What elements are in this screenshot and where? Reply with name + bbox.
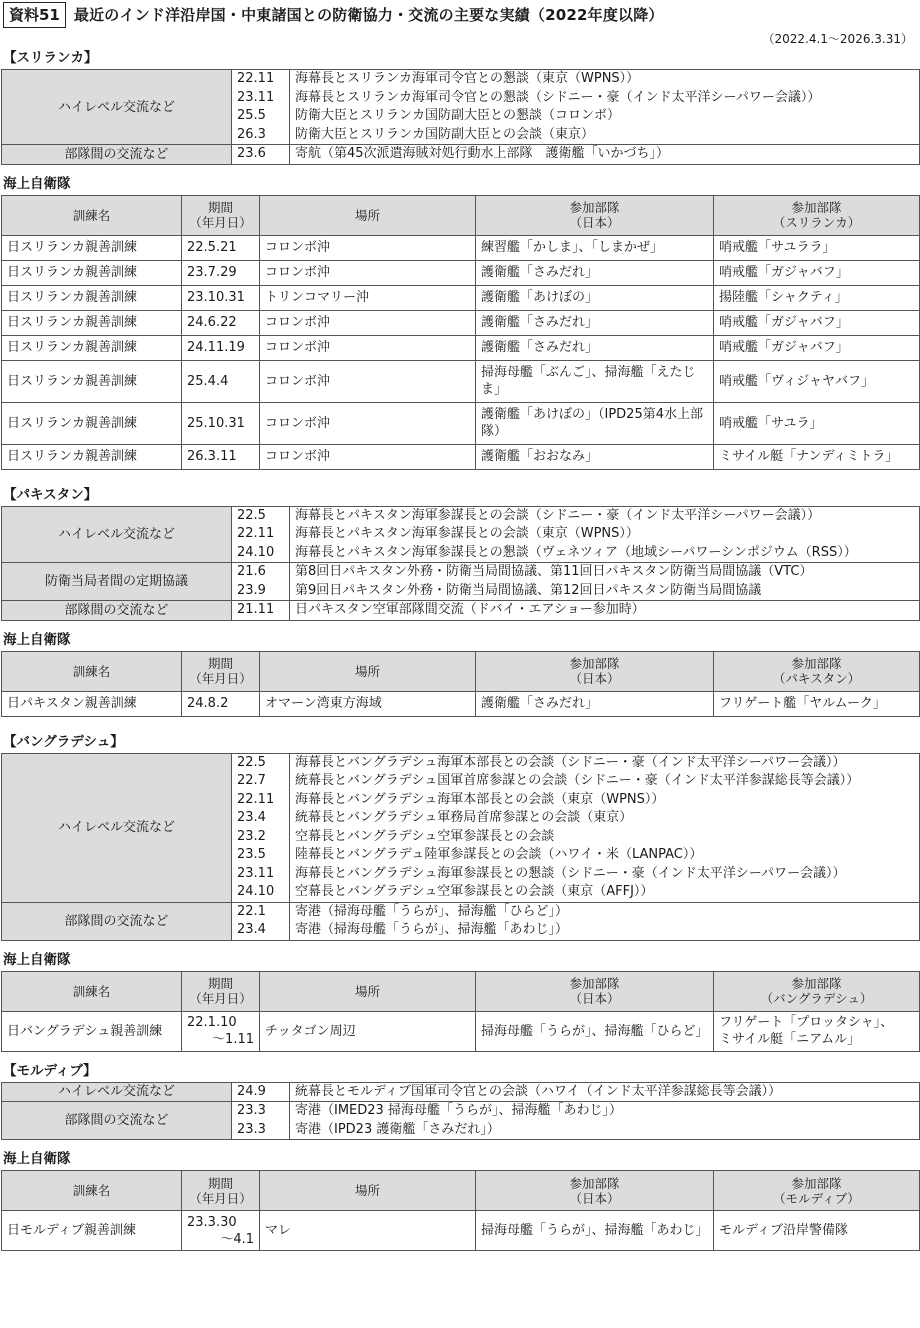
header-period xyxy=(182,651,260,691)
header-jp-units xyxy=(476,971,714,1011)
exchange-row xyxy=(2,145,920,165)
training-name: 日バングラデシュ親善訓練 xyxy=(2,1011,182,1051)
exchange-description: 海幕長とバングラデシュ海軍参謀長との懇談（シドニー・豪（インド太平洋シーパワー会議）） xyxy=(295,865,846,881)
exchange-description: 第8回日パキスタン外務・防衛当局間協議、第11回日パキスタン防衛当局間協議（VTC） xyxy=(295,564,813,579)
msdf-heading: 海上自衛隊 xyxy=(3,951,71,968)
header-jp-line: 参加部隊 xyxy=(569,656,620,671)
exchange-dates xyxy=(232,601,290,621)
exchange-description: 海幕長とスリランカ海軍司令官との懇談（シドニー・豪（インド太平洋シーパワー会議）） xyxy=(295,89,821,105)
msdf-heading: 海上自衛隊 xyxy=(3,175,71,192)
exchange-descriptions xyxy=(290,601,920,621)
exchange-date: 23.9 xyxy=(237,582,266,598)
training-name: 日スリランカ親善訓練 xyxy=(2,444,182,469)
training-jp-units: 掃海母艦「うらが」、掃海艦「あわじ」 xyxy=(476,1211,714,1251)
training-period xyxy=(182,1011,260,1051)
exchange-date: 22.5 xyxy=(237,754,266,770)
exchange-category: ハイレベル交流など xyxy=(2,1082,232,1102)
exchange-row xyxy=(2,1102,920,1140)
exchange-dates xyxy=(232,563,290,601)
training-jp-units: 護衛艦「あけぼの」（IPD25第4水上部隊） xyxy=(476,402,714,444)
training-place: トリンコマリー沖 xyxy=(260,285,476,310)
exchange-row xyxy=(2,753,920,902)
header-training-name: 訓練名 xyxy=(2,971,182,1011)
training-row xyxy=(2,310,920,335)
exchange-row xyxy=(2,506,920,563)
exchange-description: 寄港（IMED23 掃海母艦「うらが」、掃海艦「あわじ」） xyxy=(295,1103,622,1118)
title-bar xyxy=(1,0,919,30)
training-table-bangladesh xyxy=(1,971,920,1052)
training-partner-units: 哨戒艦「ガジャバフ」 xyxy=(714,310,920,335)
training-jp-units: 護衛艦「あけぼの」 xyxy=(476,285,714,310)
training-period: 26.3.11 xyxy=(182,444,260,469)
exchange-date: 23.11 xyxy=(237,865,275,881)
exchange-dates xyxy=(232,1082,290,1102)
training-place: コロンボ沖 xyxy=(260,235,476,260)
training-partner-units: 哨戒艦「サユララ」 xyxy=(714,235,920,260)
exchange-description: 統幕長とモルディブ国軍司令官との会談（ハワイ（インド太平洋参謀総長等会議）） xyxy=(295,1083,782,1099)
header-training-name: 訓練名 xyxy=(2,195,182,235)
exchange-date: 24.10 xyxy=(237,544,275,560)
exchange-date: 23.5 xyxy=(237,847,266,862)
exchange-description: 寄港（掃海母艦「うらが」、掃海艦「あわじ」） xyxy=(295,922,569,937)
exchange-date: 22.11 xyxy=(237,526,275,541)
header-partner-units xyxy=(714,1171,920,1211)
training-name: 日スリランカ親善訓練 xyxy=(2,335,182,360)
training-jp-units: 練習艦「かしま」、「しまかぜ」 xyxy=(476,235,714,260)
training-name: 日スリランカ親善訓練 xyxy=(2,260,182,285)
training-name: 日スリランカ親善訓練 xyxy=(2,402,182,444)
training-partner-units: 哨戒艦「ガジャバフ」 xyxy=(714,335,920,360)
training-row xyxy=(2,260,920,285)
header-training-name: 訓練名 xyxy=(2,651,182,691)
exchange-description: 統幕長とバングラデシュ軍務局首席参謀との会談（東京） xyxy=(295,810,633,825)
exchange-description: 海幕長とバングラデシュ海軍本部長との会談（東京（WPNS）） xyxy=(295,791,665,807)
training-period: 24.8.2 xyxy=(182,691,260,716)
training-place: コロンボ沖 xyxy=(260,260,476,285)
header-jp-line: 参加部隊 xyxy=(569,200,620,215)
training-name: 日パキスタン親善訓練 xyxy=(2,691,182,716)
exchange-dates xyxy=(232,1102,290,1140)
date-range: （2022.4.1〜2026.3.31） xyxy=(762,32,913,46)
header-jp-units xyxy=(476,195,714,235)
msdf-heading: 海上自衛隊 xyxy=(3,1151,71,1167)
training-row xyxy=(2,360,920,402)
exchange-date: 22.1 xyxy=(237,903,266,919)
header-period-line: 期間 xyxy=(207,976,233,991)
training-partner-units: 哨戒艦「ガジャバフ」 xyxy=(714,260,920,285)
country-heading-maldives: 【モルディブ】 xyxy=(3,1062,97,1079)
exchange-date: 23.4 xyxy=(237,922,266,937)
training-partner-units: 哨戒艦「ヴィジャヤバフ」 xyxy=(714,360,920,402)
training-place: コロンボ沖 xyxy=(260,310,476,335)
header-jp-line: 参加部隊 xyxy=(569,1175,620,1191)
header-jp-units xyxy=(476,1171,714,1211)
header-jp-line: （日本） xyxy=(569,991,620,1006)
exchange-category: 部隊間の交流など xyxy=(2,145,232,165)
training-table-maldives xyxy=(1,1170,920,1251)
training-jp-units: 護衛艦「さみだれ」 xyxy=(476,335,714,360)
header-partner-units xyxy=(714,971,920,1011)
training-jp-units: 護衛艦「さみだれ」 xyxy=(476,691,714,716)
exchange-table-maldives xyxy=(1,1082,920,1141)
exchange-category: 防衛当局者間の定期協議 xyxy=(2,563,232,601)
exchange-row xyxy=(2,902,920,940)
exchange-dates xyxy=(232,753,290,902)
exchange-description: 統幕長とバングラデシュ国軍首席参謀との会談（シドニー・豪（インド太平洋参謀総長等会議）） xyxy=(295,773,860,788)
training-header-row xyxy=(2,651,920,691)
exchange-table-sri-lanka xyxy=(1,69,920,165)
training-row xyxy=(2,235,920,260)
header-jp-line: （日本） xyxy=(569,215,620,230)
exchange-description: 海幕長とパキスタン海軍参謀長との会談（東京（WPNS）） xyxy=(295,526,639,541)
exchange-description: 空幕長とバングラデシュ空軍参謀長との会談 xyxy=(295,828,555,844)
training-period: 23.7.29 xyxy=(182,260,260,285)
msdf-heading: 海上自衛隊 xyxy=(3,631,71,648)
training-row xyxy=(2,402,920,444)
training-place: コロンボ沖 xyxy=(260,444,476,469)
exchange-description: 寄港（掃海母艦「うらが」、掃海艦「ひらど」） xyxy=(295,903,569,919)
exchange-descriptions xyxy=(290,902,920,940)
header-period-line: （年月日） xyxy=(189,671,252,686)
training-jp-units: 掃海母艦「ぶんご」、掃海艦「えたじま」 xyxy=(476,360,714,402)
exchange-date: 22.11 xyxy=(237,71,275,86)
training-period-line: 〜1.11 xyxy=(212,1032,254,1047)
exchange-description: 寄航（第45次派遣海賊対処行動水上部隊 護衛艦「いかづち」） xyxy=(295,146,670,161)
training-partner-units: モルディブ沿岸警備隊 xyxy=(714,1211,920,1251)
training-row xyxy=(2,1011,920,1051)
training-jp-units: 護衛艦「さみだれ」 xyxy=(476,260,714,285)
training-partner-units: 揚陸艦「シャクティ」 xyxy=(714,285,920,310)
training-period xyxy=(182,1211,260,1251)
exchange-descriptions xyxy=(290,70,920,145)
training-period: 23.10.31 xyxy=(182,285,260,310)
training-partner-line: フリゲート「プロッタシャ」、 xyxy=(719,1015,894,1030)
training-header-row xyxy=(2,1171,920,1211)
exchange-date: 26.3 xyxy=(237,126,266,142)
training-name: 日スリランカ親善訓練 xyxy=(2,310,182,335)
exchange-category: ハイレベル交流など xyxy=(2,70,232,145)
exchange-description: 海幕長とバングラデシュ海軍本部長との会談（シドニー・豪（インド太平洋シーパワー会議）） xyxy=(295,754,846,770)
header-training-name: 訓練名 xyxy=(2,1171,182,1211)
document-number-badge: 資料51 xyxy=(3,2,66,28)
exchange-row xyxy=(2,601,920,621)
exchange-row xyxy=(2,70,920,145)
training-name: 日スリランカ親善訓練 xyxy=(2,360,182,402)
country-heading-pakistan: 【パキスタン】 xyxy=(3,486,98,503)
training-period: 22.5.21 xyxy=(182,235,260,260)
header-period xyxy=(182,195,260,235)
header-partner-line: （モルディブ） xyxy=(773,1190,860,1206)
exchange-date: 23.11 xyxy=(237,89,275,105)
header-partner-line: 参加部隊 xyxy=(791,976,842,991)
exchange-descriptions xyxy=(290,753,920,902)
exchange-descriptions xyxy=(290,563,920,601)
exchange-date: 21.11 xyxy=(237,602,275,617)
training-header-row xyxy=(2,195,920,235)
training-table-pakistan xyxy=(1,651,920,717)
training-period-line: 23.3.30 xyxy=(187,1214,237,1230)
exchange-date: 25.5 xyxy=(237,108,266,123)
exchange-description: 海幕長とスリランカ海軍司令官との懇談（東京（WPNS）） xyxy=(295,71,640,86)
exchange-description: 陸幕長とバングラデュ陸軍参謀長との会談（ハワイ・米（LANPAC）） xyxy=(295,847,703,862)
training-name: 日スリランカ親善訓練 xyxy=(2,285,182,310)
header-place: 場所 xyxy=(260,971,476,1011)
exchange-description: 防衛大臣とスリランカ国防副大臣との懇談（コロンボ） xyxy=(295,108,621,123)
training-jp-units: 護衛艦「さみだれ」 xyxy=(476,310,714,335)
header-period-line: 期間 xyxy=(207,200,233,215)
exchange-dates xyxy=(232,506,290,563)
exchange-table-pakistan xyxy=(1,506,920,621)
training-place: コロンボ沖 xyxy=(260,360,476,402)
exchange-description: 海幕長とパキスタン海軍参謀長との会談（シドニー・豪（インド太平洋シーパワー会議）） xyxy=(295,507,821,523)
training-row xyxy=(2,335,920,360)
header-partner-units xyxy=(714,651,920,691)
training-table-sri-lanka xyxy=(1,195,920,470)
training-period: 24.6.22 xyxy=(182,310,260,335)
training-period-line: 〜4.1 xyxy=(220,1231,254,1247)
header-period-line: 期間 xyxy=(207,656,233,671)
training-period-line: 22.1.10 xyxy=(187,1015,237,1030)
exchange-descriptions xyxy=(290,1102,920,1140)
header-jp-line: （日本） xyxy=(569,671,620,686)
exchange-descriptions xyxy=(290,506,920,563)
exchange-date: 22.11 xyxy=(237,791,275,807)
exchange-descriptions xyxy=(290,145,920,165)
training-place: コロンボ沖 xyxy=(260,402,476,444)
header-partner-line: （スリランカ） xyxy=(772,215,861,230)
training-jp-units: 掃海母艦「うらが」、掃海艦「ひらど」 xyxy=(476,1011,714,1051)
header-partner-line: 参加部隊 xyxy=(791,656,842,671)
exchange-category: ハイレベル交流など xyxy=(2,506,232,563)
exchange-dates xyxy=(232,145,290,165)
header-partner-line: （パキスタン） xyxy=(772,671,861,686)
exchange-row xyxy=(2,1082,920,1102)
training-place: コロンボ沖 xyxy=(260,335,476,360)
training-place: チッタゴン周辺 xyxy=(260,1011,476,1051)
country-heading-bangladesh: 【バングラデシュ】 xyxy=(3,733,124,750)
header-period-line: （年月日） xyxy=(189,215,252,230)
training-row xyxy=(2,285,920,310)
exchange-category: 部隊間の交流など xyxy=(2,902,232,940)
header-place: 場所 xyxy=(260,195,476,235)
exchange-date: 24.9 xyxy=(237,1083,266,1099)
training-row xyxy=(2,444,920,469)
exchange-date: 23.3 xyxy=(237,1121,266,1137)
exchange-description: 海幕長とパキスタン海軍参謀長との懇談（ヴェネツィア（地域シーパワーシンポジウム（RSS）） xyxy=(295,544,857,560)
exchange-description: 防衛大臣とスリランカ国防副大臣との会談（東京） xyxy=(295,126,595,142)
exchange-date: 22.7 xyxy=(237,773,266,788)
header-period xyxy=(182,1171,260,1211)
exchange-dates xyxy=(232,70,290,145)
header-partner-line: 参加部隊 xyxy=(791,200,842,215)
exchange-category: ハイレベル交流など xyxy=(2,753,232,902)
header-place: 場所 xyxy=(260,651,476,691)
training-jp-units: 護衛艦「おおなみ」 xyxy=(476,444,714,469)
exchange-dates xyxy=(232,902,290,940)
header-place: 場所 xyxy=(260,1171,476,1211)
training-partner-units: ミサイル艇「ナンディミトラ」 xyxy=(714,444,920,469)
exchange-date: 22.5 xyxy=(237,507,266,523)
header-partner-line: 参加部隊 xyxy=(791,1175,842,1191)
training-period: 24.11.19 xyxy=(182,335,260,360)
exchange-date: 23.4 xyxy=(237,810,266,825)
header-jp-line: （日本） xyxy=(569,1190,620,1206)
header-period xyxy=(182,971,260,1011)
training-header-row xyxy=(2,971,920,1011)
exchange-descriptions xyxy=(290,1082,920,1102)
training-partner-units: 哨戒艦「サユラ」 xyxy=(714,402,920,444)
header-period-line: （年月日） xyxy=(189,991,252,1006)
training-name: 日スリランカ親善訓練 xyxy=(2,235,182,260)
exchange-date: 23.6 xyxy=(237,146,266,161)
header-partner-line: （バングラデシュ） xyxy=(760,991,873,1006)
training-partner-line: ミサイル艇「ニアムル」 xyxy=(719,1032,861,1047)
exchange-row xyxy=(2,563,920,601)
header-jp-units xyxy=(476,651,714,691)
training-period: 25.10.31 xyxy=(182,402,260,444)
exchange-description: 第9回日パキスタン外務・防衛当局間協議、第12回日パキスタン防衛当局間協議 xyxy=(295,582,762,598)
document-title: 最近のインド洋沿岸国・中東諸国との防衛協力・交流の主要な実績（2022年度以降） xyxy=(73,5,664,24)
training-row xyxy=(2,691,920,716)
exchange-description: 日パキスタン空軍部隊間交流（ドバイ・エアショー参加時） xyxy=(295,602,645,617)
exchange-date: 24.10 xyxy=(237,884,275,899)
training-period: 25.4.4 xyxy=(182,360,260,402)
exchange-category: 部隊間の交流など xyxy=(2,601,232,621)
training-row xyxy=(2,1211,920,1251)
exchange-table-bangladesh xyxy=(1,753,920,941)
header-partner-units xyxy=(714,195,920,235)
training-place: マレ xyxy=(260,1211,476,1251)
training-name: 日モルディブ親善訓練 xyxy=(2,1211,182,1251)
exchange-date: 23.3 xyxy=(237,1103,266,1118)
exchange-description: 寄港（IPD23 護衛艦「さみだれ」） xyxy=(295,1121,500,1137)
country-heading-sri-lanka: 【スリランカ】 xyxy=(3,50,98,66)
exchange-category: 部隊間の交流など xyxy=(2,1102,232,1140)
training-partner-units: フリゲート艦「ヤルムーク」 xyxy=(714,691,920,716)
training-place: オマーン湾東方海域 xyxy=(260,691,476,716)
exchange-date: 21.6 xyxy=(237,564,266,579)
header-period-line: 期間 xyxy=(207,1175,233,1191)
exchange-description: 空幕長とバングラデシュ空軍参謀長との会談（東京（AFFJ）） xyxy=(295,884,654,899)
exchange-date: 23.2 xyxy=(237,828,266,844)
header-jp-line: 参加部隊 xyxy=(569,976,620,991)
training-partner-units xyxy=(714,1011,920,1051)
header-period-line: （年月日） xyxy=(189,1190,252,1206)
